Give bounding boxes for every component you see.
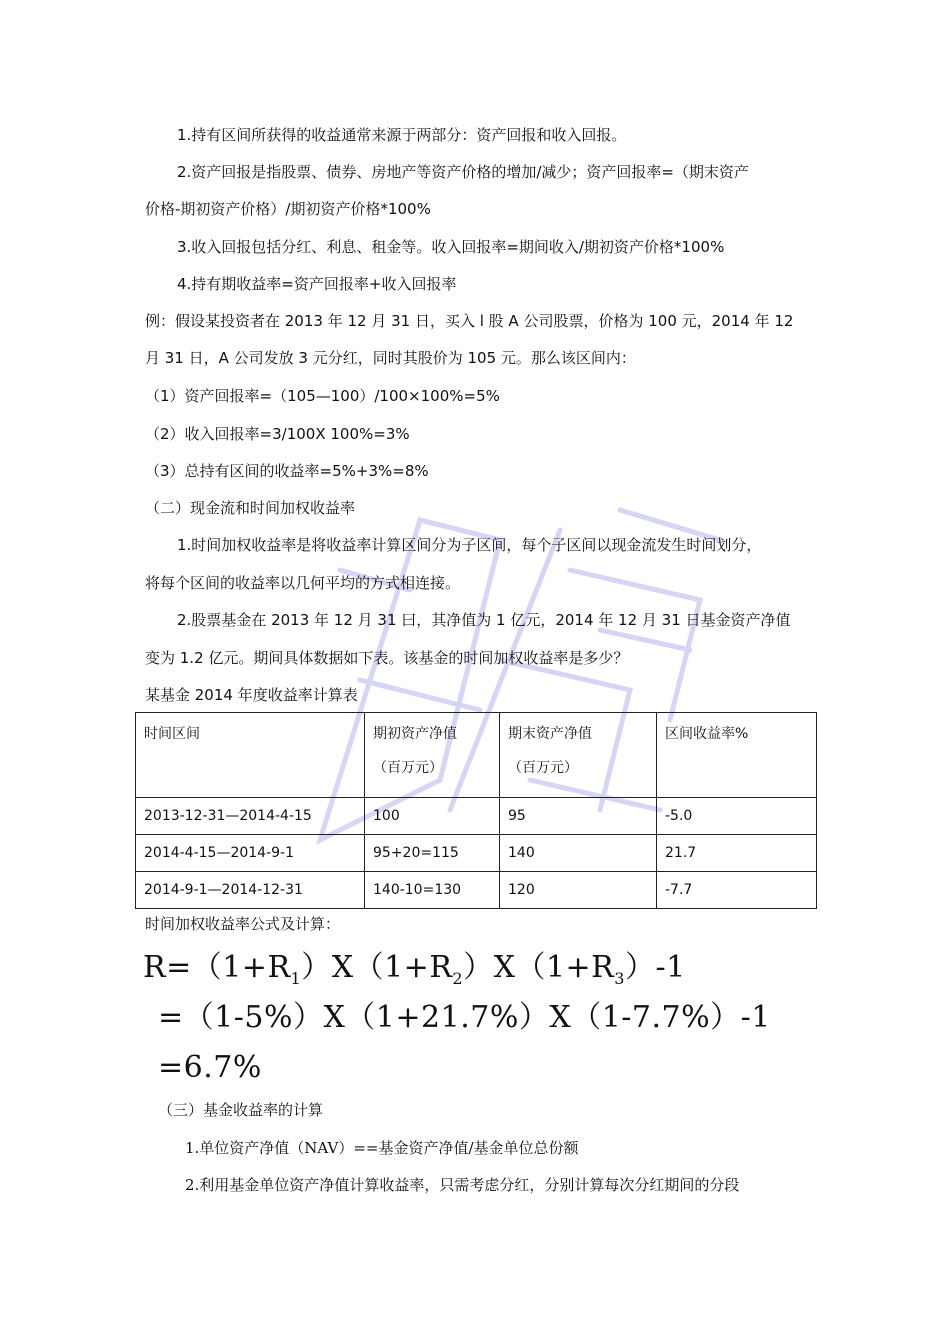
formula-result: =6.7% bbox=[158, 1050, 262, 1085]
table-cell: 2014-9-1—2014-12-31 bbox=[136, 872, 365, 909]
table-cell: 120 bbox=[500, 872, 657, 909]
header-cell: 时间区间 bbox=[136, 713, 365, 798]
calc-3: （3）总持有区间的收益率=5%+3%=8% bbox=[145, 462, 429, 480]
table-cell: -5.0 bbox=[657, 798, 817, 835]
table-title: 某基金 2014 年度收益率计算表 bbox=[145, 686, 358, 704]
table-header-row bbox=[136, 713, 817, 798]
fund-point-1: 1.单位资产净值（NAV）==基金资产净值/基金单位总份额 bbox=[185, 1139, 579, 1157]
twr-point-1-line-2: 将每个区间的收益率以几何平均的方式相连接。 bbox=[145, 574, 461, 592]
point-4: 4.持有期收益率=资产回报率+收入回报率 bbox=[177, 275, 457, 293]
twr-point-2-line-1: 2.股票基金在 2013 年 12 月 31 曰，其净值为 1 亿元，2014 年 12 月 31 日基金资产净值 bbox=[177, 611, 791, 629]
table-cell: -7.7 bbox=[657, 872, 817, 909]
twr-point-1-line-1: 1.时间加权收益率是将收益率计算区间分为子区间，每个子区间以现金流发生时间划分， bbox=[177, 536, 762, 554]
twr-point-2-line-2: 变为 1.2 亿元。期间具体数据如下表。该基金的时间加权收益率是多少？ bbox=[145, 649, 629, 667]
formula-line-1: $R=(1+R_1)X(1+R_2)X(1+R_3)-1$ bbox=[143, 950, 686, 988]
calc-2: （2）收入回报率=3/100X 100%=3% bbox=[145, 425, 410, 443]
table-cell: 140-10=130 bbox=[365, 872, 500, 909]
fund-point-2: 2.利用基金单位资产净值计算收益率，只需考虑分红，分别计算每次分红期间的分段 bbox=[185, 1176, 740, 1194]
point-3: 3.收入回报包括分红、利息、租金等。收入回报率=期间收入/期初资产价格*100% bbox=[177, 238, 725, 256]
calc-1: （1）资产回报率=（105—100）/100×100%=5% bbox=[145, 387, 500, 405]
table-cell: 100 bbox=[365, 798, 500, 835]
table-cell: 140 bbox=[500, 835, 657, 872]
example-line-1: 例：假设某投资者在 2013 年 12 月 31 日，买入 l 股 A 公司股票，价格为 100 元，2014 年 12 bbox=[145, 312, 794, 330]
table-cell: 21.7 bbox=[657, 835, 817, 872]
table-cell: 95 bbox=[500, 798, 657, 835]
section-3-heading: （三）基金收益率的计算 bbox=[158, 1101, 324, 1119]
table-row bbox=[136, 872, 817, 909]
point-2-line-1: 2.资产回报是指股票、债券、房地产等资产价格的增加/减少；资产回报率=（期末资产 bbox=[177, 163, 749, 181]
header-cell: 区间收益率% bbox=[657, 713, 817, 798]
point-1: 1.持有区间所获得的收益通常来源于两部分：资产回报和收入回报。 bbox=[177, 126, 627, 144]
point-2-line-2: 价格-期初资产价格）/期初资产价格*100% bbox=[145, 200, 431, 218]
section-2-heading: （二）现金流和时间加权收益率 bbox=[145, 499, 356, 517]
table-cell: 2013-12-31—2014-4-15 bbox=[136, 798, 365, 835]
table-cell: 2014-4-15—2014-9-1 bbox=[136, 835, 365, 872]
formula-label: 时间加权收益率公式及计算： bbox=[145, 915, 341, 933]
fund-return-table bbox=[135, 712, 817, 909]
table-row bbox=[136, 798, 817, 835]
example-line-2: 月 31 日，A 公司发放 3 元分红，同时其股价为 105 元。那么该区间内： bbox=[145, 349, 636, 367]
formula-line-2: =（1-5%）X（1+21.7%）X（1-7.7%）-1 bbox=[158, 1000, 771, 1035]
table-cell: 95+20=115 bbox=[365, 835, 500, 872]
header-cell: 期末资产净值 （百万元） bbox=[500, 713, 657, 798]
header-cell: 期初资产净值 （百万元） bbox=[365, 713, 500, 798]
table-row bbox=[136, 835, 817, 872]
